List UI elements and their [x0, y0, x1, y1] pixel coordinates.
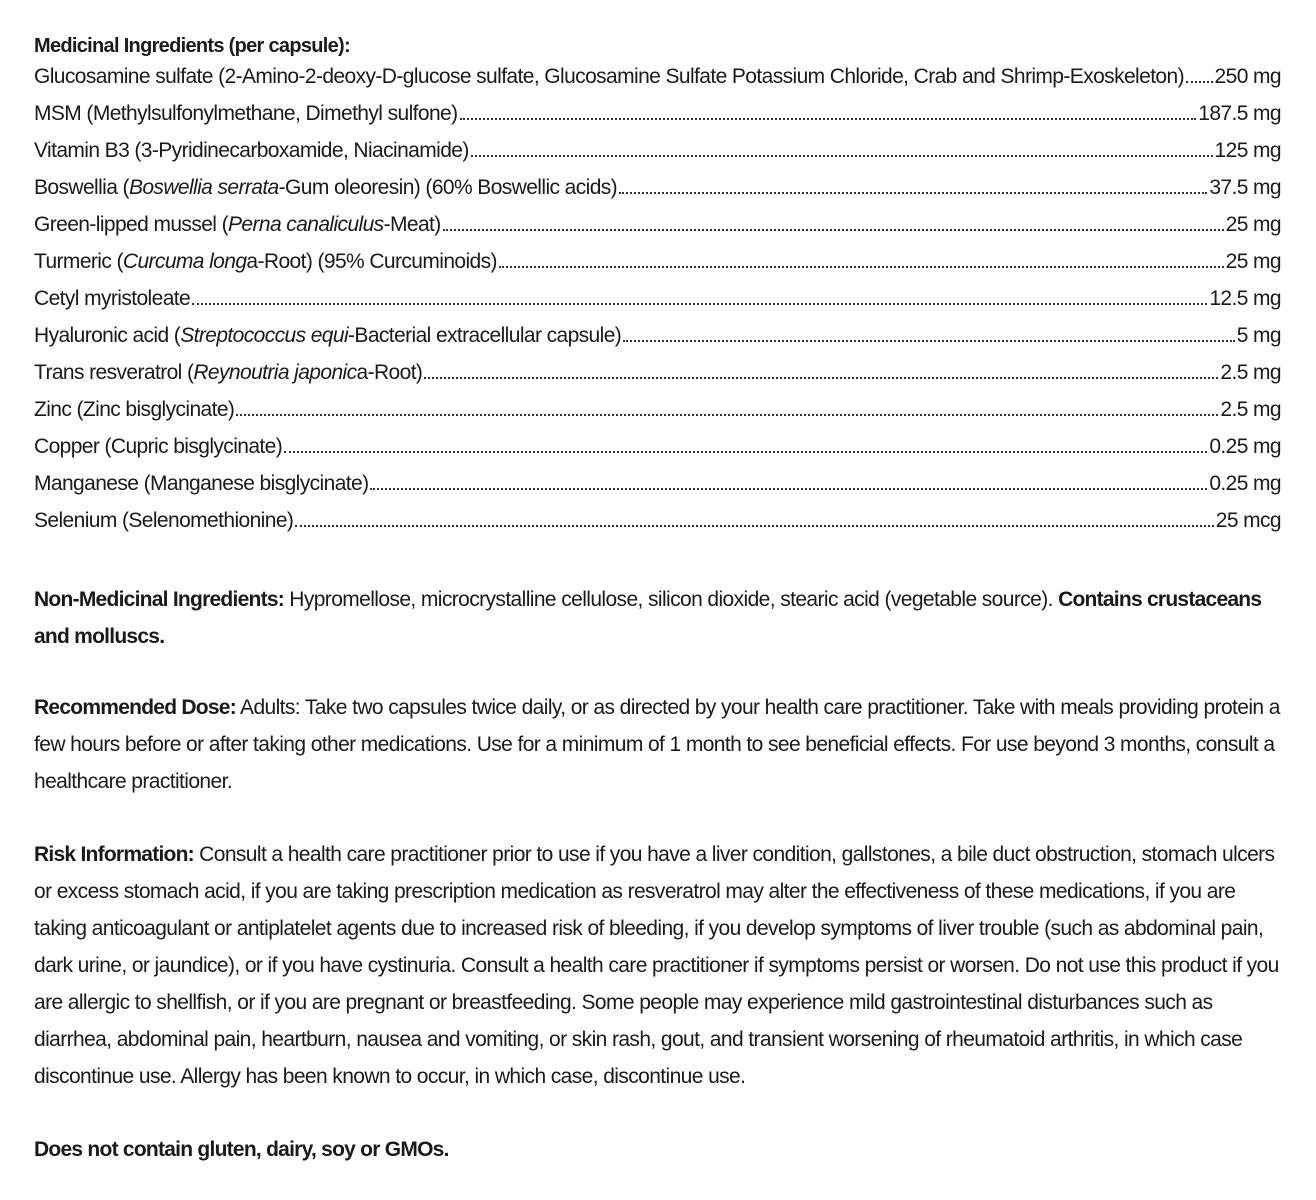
risk-information — [34, 836, 1284, 1095]
ingredient-name-part: Copper (Cupric bisglycinate) — [34, 435, 283, 458]
non-medicinal-ingredients — [34, 581, 1284, 655]
ingredient-name — [34, 469, 368, 499]
recommended-dose-text: Adults: Take two capsules twice daily, or as directed by your health care practitioner. Take with meals providing protein a few hours before or after taking other medications. Use for a minimum of 1 month to see beneficial effects. For use beyond 3 months, consult a healthcare practitioner. — [34, 696, 1280, 793]
dot-leader — [1186, 80, 1213, 83]
risk-information-label: Risk Information: — [34, 843, 194, 866]
ingredient-name — [34, 506, 293, 536]
ingredient-name-part: Glucosamine sulfate (2-Amino-2-deoxy-D-glucose sulfate, Glucosamine Sulfate Potassium Chloride, Crab and Shrimp-Exoskeleton) — [34, 65, 1184, 88]
ingredient-row — [34, 321, 1281, 358]
ingredient-amount: 2.5 mg — [1220, 361, 1281, 384]
ingredient-latin-name: Perna canaliculus — [228, 213, 384, 236]
ingredient-amount: 250 mg — [1214, 65, 1281, 88]
ingredient-name-part: Zinc (Zinc bisglycinate) — [34, 398, 235, 421]
ingredient-name-part: Green-lipped mussel ( — [34, 213, 228, 236]
ingredient-name-part: MSM (Methylsulfonylmethane, Dimethyl sulfone) — [34, 102, 458, 125]
ingredient-row — [34, 432, 1281, 469]
ingredient-name — [34, 358, 422, 388]
ingredient-name — [34, 432, 282, 462]
medicinal-ingredients-list — [34, 62, 1281, 543]
recommended-dose — [34, 689, 1284, 800]
ingredient-name-part: Selenium (Selenomethionine) — [34, 509, 294, 532]
ingredient-name-part: Cetyl myristoleate — [34, 287, 191, 310]
ingredient-name — [34, 321, 621, 351]
ingredient-row — [34, 62, 1281, 99]
ingredient-row — [34, 395, 1281, 432]
ingredient-name — [34, 284, 190, 314]
medicinal-ingredients-heading: Medicinal Ingredients (per capsule): — [34, 35, 350, 57]
free-from-statement: Does not contain gluten, dairy, soy or GMOs. — [34, 1138, 449, 1161]
ingredient-name-part: Vitamin B3 (3-Pyridinecarboxamide, Niacinamide) — [34, 139, 469, 162]
ingredient-amount: 187.5 mg — [1198, 102, 1281, 125]
risk-information-text: Consult a health care practitioner prior to use if you have a liver condition, gallstones, a bile duct obstruction, stomach ulcers or excess stomach acid, if you are taking prescription medication as resveratrol may alter the effectiveness of these medications, if you are taking anticoagulant or antiplatelet agents due to increased risk of bleeding, if you develop symptoms of liver trouble (such as abdominal pain, dark urine, or jaundice), or if you have cystinuria. Consult a health care practitioner if symptoms persist or worsen. Do not use this product if you are allergic to shellfish, or if you are pregnant or breastfeeding. Some people may experience mild gastrointestinal disturbances such as diarrhea, abdominal pain, heartburn, nausea and vomiting, or skin rash, gout, and transient worsening of rheumatoid arthritis, in which case discontinue use. Allergy has been known to occur, in which case, discontinue use. — [34, 843, 1279, 1088]
dot-leader — [192, 302, 1207, 305]
ingredient-name — [34, 99, 458, 129]
ingredient-row — [34, 284, 1281, 321]
ingredient-latin-name: Curcuma long — [122, 250, 247, 273]
dot-leader — [619, 191, 1207, 194]
ingredient-name-part: -Meat) — [383, 213, 441, 236]
ingredient-latin-name: Streptococcus equi — [180, 324, 349, 347]
ingredient-name-part: -Bacterial extracellular capsule) — [348, 324, 622, 347]
ingredient-amount: 125 mg — [1214, 139, 1281, 162]
non-medicinal-text: Hypromellose, microcrystalline cellulose, silicon dioxide, stearic acid (vegetable source). — [284, 588, 1059, 611]
ingredient-amount: 12.5 mg — [1209, 287, 1281, 310]
ingredient-amount: 0.25 mg — [1209, 472, 1281, 495]
allergen-warning: Contains crustaceans and molluscs. — [34, 588, 1262, 648]
dot-leader — [284, 450, 1207, 453]
dot-leader — [471, 154, 1213, 157]
ingredient-name-part: Turmeric ( — [34, 250, 123, 273]
ingredient-name — [34, 136, 469, 166]
ingredient-row — [34, 210, 1281, 247]
dot-leader — [295, 524, 1213, 527]
ingredient-name-part: -Gum oleoresin) (60% Boswellic acids) — [278, 176, 618, 199]
ingredient-amount: 25 mg — [1225, 213, 1281, 236]
ingredient-name — [34, 247, 497, 277]
ingredient-amount: 0.25 mg — [1209, 435, 1281, 458]
ingredient-row — [34, 173, 1281, 210]
ingredient-row — [34, 136, 1281, 173]
ingredient-name-part: Hyaluronic acid ( — [34, 324, 181, 347]
ingredient-name — [34, 62, 1184, 92]
ingredient-row — [34, 506, 1281, 543]
ingredient-latin-name: Boswellia serrata — [128, 176, 279, 199]
ingredient-amount: 37.5 mg — [1209, 176, 1281, 199]
dot-leader — [623, 339, 1235, 342]
ingredient-row — [34, 247, 1281, 284]
dot-leader — [443, 228, 1224, 231]
ingredient-name — [34, 173, 617, 203]
ingredient-amount: 5 mg — [1236, 324, 1281, 347]
ingredient-row — [34, 469, 1281, 506]
ingredient-name — [34, 210, 441, 240]
dot-leader — [236, 413, 1218, 416]
non-medicinal-label: Non-Medicinal Ingredients: — [34, 588, 285, 611]
ingredient-latin-name: Reynoutria japonic — [193, 361, 357, 384]
dot-leader — [499, 265, 1224, 268]
recommended-dose-label: Recommended Dose: — [34, 696, 236, 719]
ingredient-amount: 2.5 mg — [1220, 398, 1281, 421]
ingredient-amount: 25 mg — [1225, 250, 1281, 273]
dot-leader — [424, 376, 1218, 379]
ingredient-name — [34, 395, 234, 425]
ingredient-name-part: Trans resveratrol ( — [34, 361, 194, 384]
dot-leader — [370, 487, 1207, 490]
ingredient-name-part: a-Root) (95% Curcuminoids) — [246, 250, 497, 273]
dot-leader — [460, 117, 1197, 120]
ingredient-row — [34, 358, 1281, 395]
ingredient-name-part: a-Root) — [356, 361, 423, 384]
ingredient-name-part: Boswellia ( — [34, 176, 129, 199]
ingredient-name-part: Manganese (Manganese bisglycinate) — [34, 472, 369, 495]
ingredient-amount: 25 mcg — [1215, 509, 1281, 532]
ingredient-row — [34, 99, 1281, 136]
